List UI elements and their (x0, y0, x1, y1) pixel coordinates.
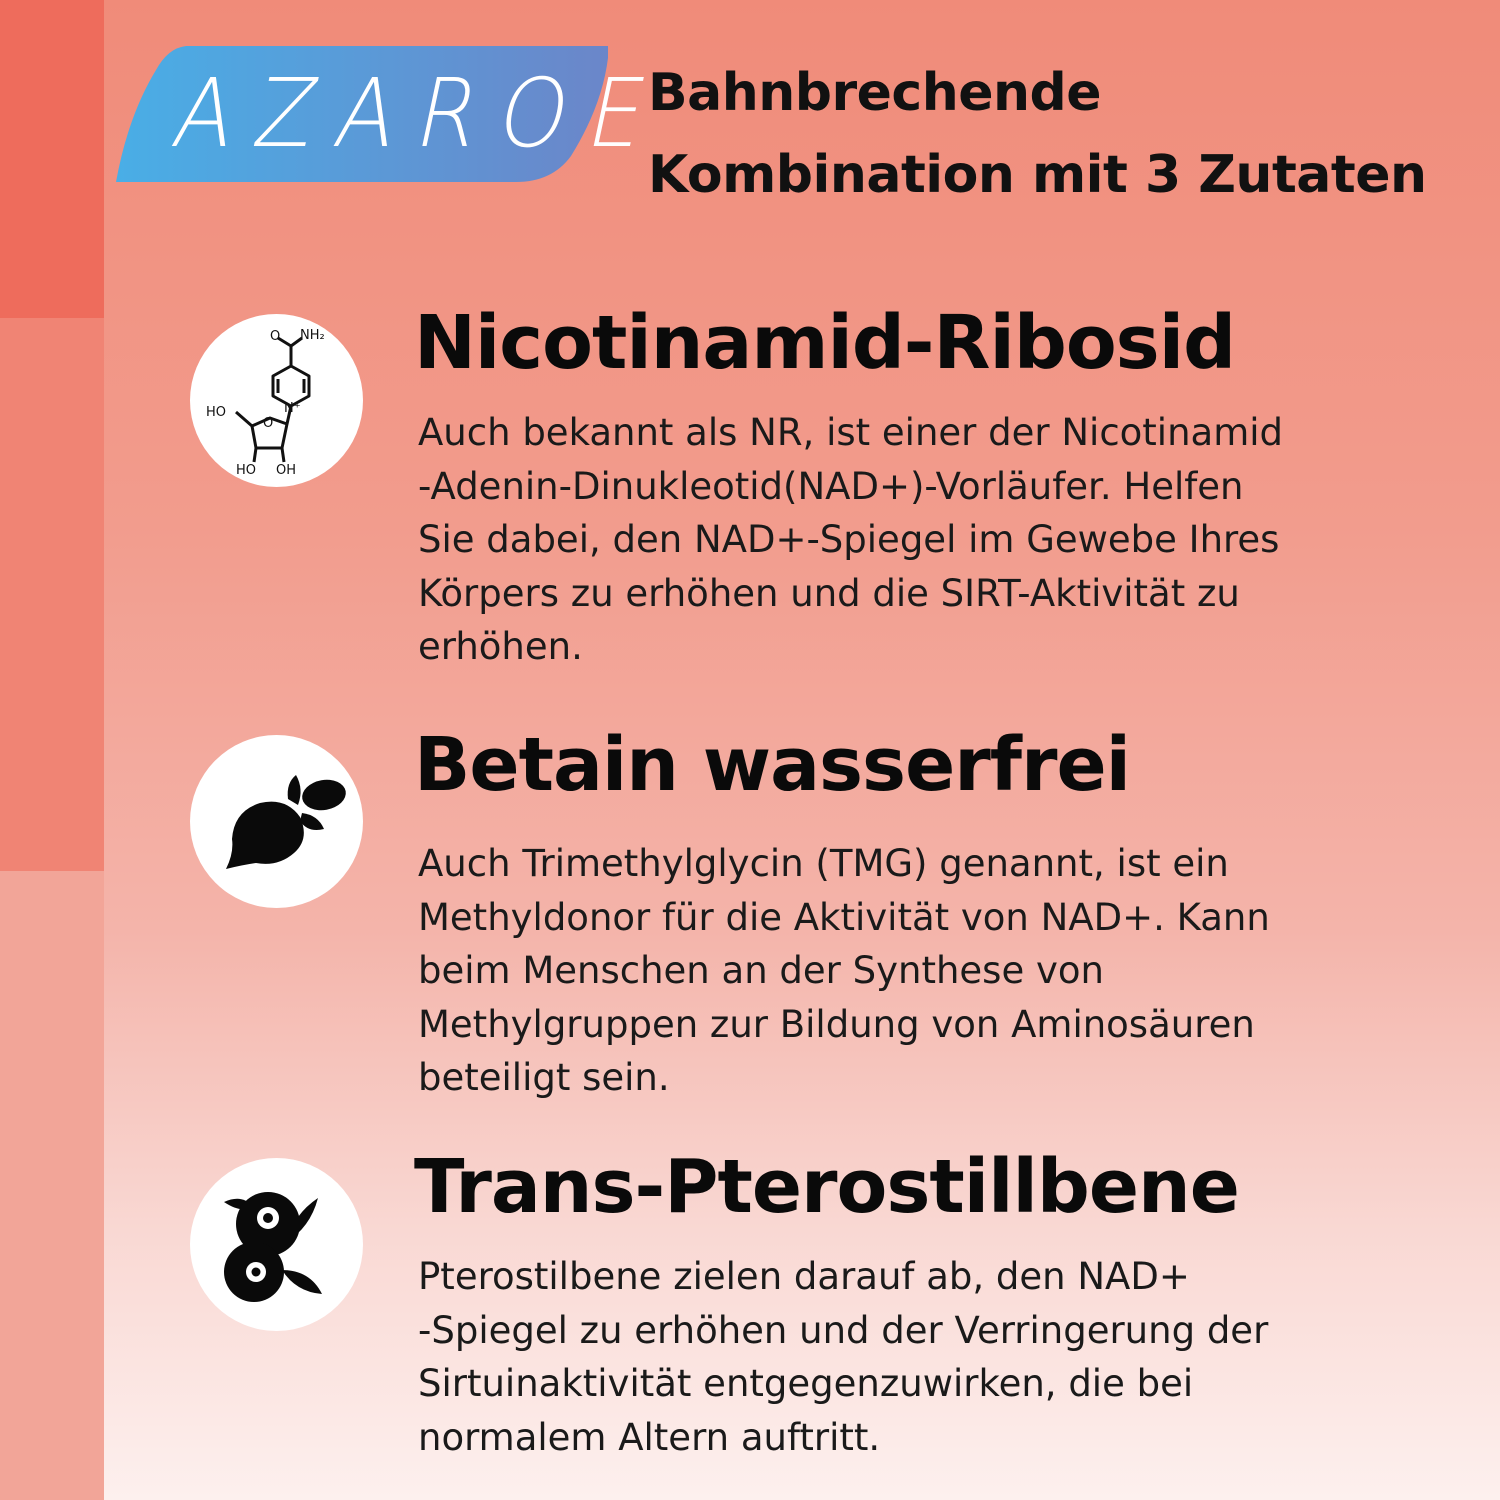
ingredient-description (418, 837, 1428, 1105)
description-line: Körpers zu erhöhen und die SIRT-Aktivität zu (418, 571, 1240, 615)
description-line: normalem Altern auftritt. (418, 1415, 881, 1459)
icon-circle (190, 735, 363, 908)
molecule-label: N⁺ (284, 401, 301, 416)
headline-line-2: Kombination mit 3 Zutaten (648, 145, 1427, 205)
description-line: -Spiegel zu erhöhen und der Verringerung der (418, 1308, 1269, 1352)
molecule-label: O (270, 329, 281, 344)
description-line: Auch Trimethylglycin (TMG) genannt, ist ein (418, 842, 1229, 885)
molecule-icon (190, 314, 363, 487)
page-headline (648, 52, 1488, 216)
molecule-label: HO (236, 463, 257, 478)
description-line: Sie dabei, den NAD+-Spiegel im Gewebe Ihres (418, 518, 1280, 561)
molecule-label: O (263, 416, 274, 431)
stripe-segment-top (0, 0, 104, 318)
beet-icon (190, 735, 363, 908)
icon-circle (190, 314, 363, 487)
description-line: beteiligt sein. (418, 1056, 670, 1099)
ingredient-description (418, 1250, 1428, 1464)
description-line: erhöhen. (418, 625, 583, 668)
ingredient-title: Betain wasserfrei (414, 722, 1131, 808)
brand-logo-banner (116, 46, 679, 184)
description-line: Auch bekannt als NR, ist einer der Nicotinamid (418, 411, 1284, 454)
side-stripe (0, 0, 104, 1500)
stripe-segment-bottom (0, 871, 104, 1500)
headline-line-1: Bahnbrechende (648, 63, 1102, 123)
molecule-label: NH₂ (300, 328, 325, 343)
brand-logo-text: AZAROE (164, 59, 679, 169)
description-line: Pterostilbene zielen darauf ab, den NAD+ (418, 1255, 1190, 1298)
ingredient-description (418, 406, 1428, 674)
ingredient-title: Nicotinamid-Ribosid (414, 300, 1236, 386)
molecule-label: OH (276, 463, 297, 478)
icon-circle (190, 1158, 363, 1331)
description-line: Methylgruppen zur Bildung von Aminosäuren (418, 1002, 1255, 1046)
description-line: beim Menschen an der Synthese von (418, 949, 1104, 992)
molecule-label: HO (206, 405, 227, 420)
ingredient-title: Trans-Pterostillbene (414, 1144, 1239, 1230)
blueberry-icon (190, 1158, 363, 1331)
stripe-segment-middle (0, 318, 104, 871)
description-line: -Adenin-Dinukleotid(NAD+)-Vorläufer. Helfen (418, 464, 1244, 508)
description-line: Methyldonor für die Aktivität von NAD+. Kann (418, 895, 1270, 939)
description-line: Sirtuinaktivität entgegenzuwirken, die bei (418, 1362, 1194, 1405)
